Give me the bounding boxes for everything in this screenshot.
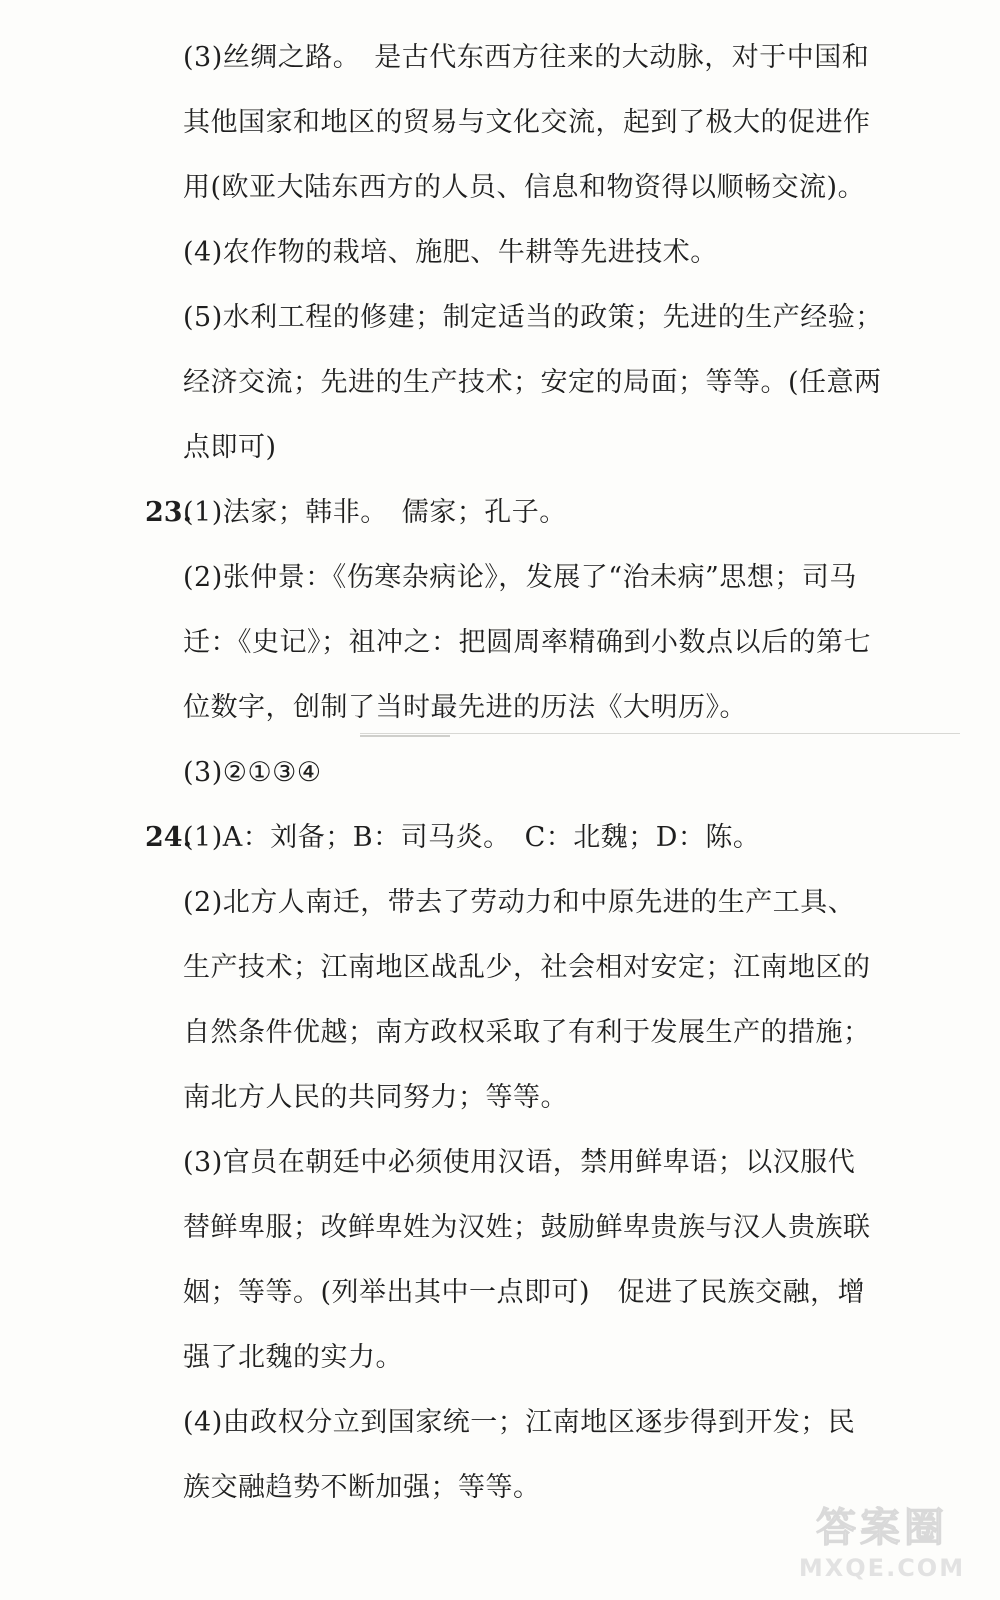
q23-p3-line1: (3)②①③④ bbox=[183, 757, 322, 788]
q23-p1-line1: (1)法家；韩非。 儒家；孔子。 bbox=[183, 497, 567, 528]
q22-p5-line1: (5)水利工程的修建；制定适当的政策；先进的生产经验； bbox=[183, 302, 883, 333]
q24-p2-line1: (2)北方人南迁，带去了劳动力和中原先进的生产工具、 bbox=[183, 887, 856, 918]
q22-p4-line1: (4)农作物的栽培、施肥、牛耕等先进技术。 bbox=[183, 237, 718, 268]
q24-p4-line2: 族交融趋势不断加强；等等。 bbox=[183, 1472, 541, 1503]
q23-number: 23. bbox=[145, 497, 192, 528]
q22-p3-line2: 其他国家和地区的贸易与文化交流，起到了极大的促进作 bbox=[183, 107, 871, 138]
q24-p4-line1: (4)由政权分立到国家统一；江南地区逐步得到开发；民 bbox=[183, 1407, 856, 1438]
q24-p1-line1: (1)A：刘备；B：司马炎。 C：北魏；D：陈。 bbox=[183, 822, 761, 853]
watermark-url: MXQE.COM bbox=[798, 1554, 966, 1582]
scan-rule-short bbox=[360, 735, 450, 737]
q23-p2-line1: (2)张仲景：《伤寒杂病论》，发展了“治未病”思想；司马 bbox=[183, 562, 857, 593]
q24-p3-line4: 强了北魏的实力。 bbox=[183, 1342, 403, 1373]
q22-p5-line3: 点即可) bbox=[183, 432, 277, 463]
q22-p5-line2: 经济交流；先进的生产技术；安定的局面；等等。(任意两 bbox=[183, 367, 882, 398]
q22-p3-line1: (3)丝绸之路。 是古代东西方往来的大动脉，对于中国和 bbox=[183, 42, 870, 73]
q24-number: 24. bbox=[145, 822, 192, 853]
q23-p2-line2: 迁：《史记》；祖冲之：把圆周率精确到小数点以后的第七 bbox=[183, 627, 871, 658]
q24-p3-line1: (3)官员在朝廷中必须使用汉语，禁用鲜卑语；以汉服代 bbox=[183, 1147, 856, 1178]
q24-p2-line3: 自然条件优越；南方政权采取了有利于发展生产的措施； bbox=[183, 1017, 871, 1048]
scan-rule bbox=[360, 733, 960, 734]
site-watermark bbox=[782, 1504, 982, 1584]
q24-p3-line2: 替鲜卑服；改鲜卑姓为汉姓；鼓励鲜卑贵族与汉人贵族联 bbox=[183, 1212, 871, 1243]
q23-p2-line3: 位数字，创制了当时最先进的历法《大明历》。 bbox=[183, 692, 747, 723]
q24-p2-line4: 南北方人民的共同努力；等等。 bbox=[183, 1082, 568, 1113]
watermark-logo-text: 答案圈 bbox=[816, 1505, 948, 1551]
q24-p3-line3: 姻；等等。(列举出其中一点即可) 促进了民族交融，增 bbox=[183, 1277, 866, 1308]
q22-p3-line3: 用(欧亚大陆东西方的人员、信息和物资得以顺畅交流)。 bbox=[183, 172, 866, 203]
q24-p2-line2: 生产技术；江南地区战乱少，社会相对安定；江南地区的 bbox=[183, 952, 871, 983]
